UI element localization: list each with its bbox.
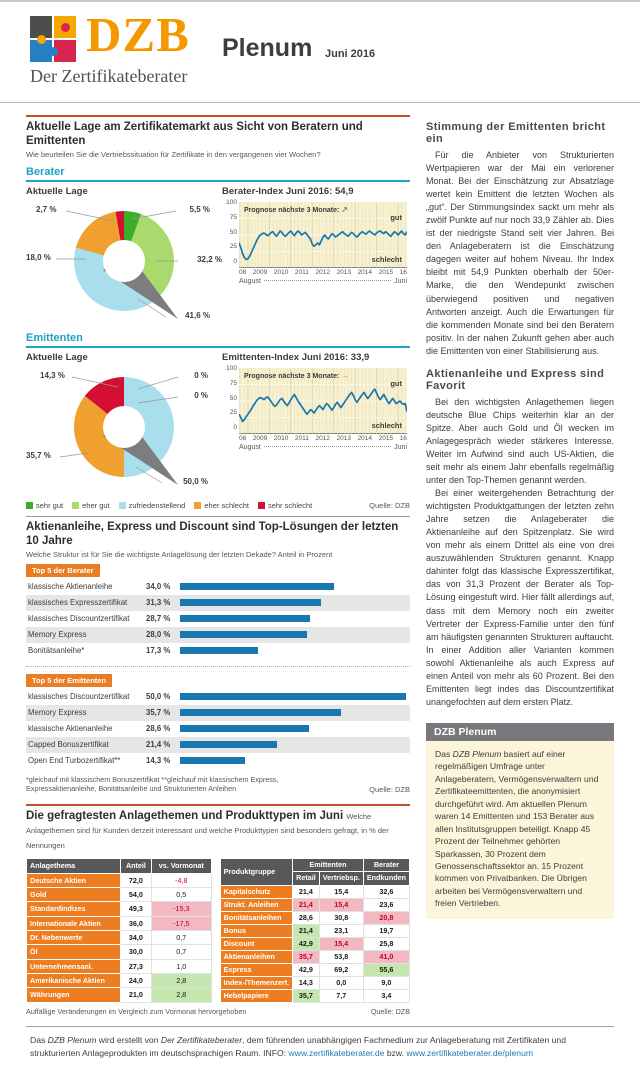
logo-subtitle: Der Zertifikateberater: [30, 66, 188, 86]
legend-item: [258, 501, 312, 510]
bar-fill: [180, 599, 321, 606]
row-label: Hebelpapiere: [220, 989, 293, 1002]
table-cell: 24,0: [120, 973, 151, 987]
x-tick: 2014: [357, 268, 373, 276]
left-column: [26, 111, 410, 1016]
badge-top5-berater: Top 5 der Berater: [26, 564, 100, 577]
table-cell: 7,7: [319, 989, 363, 1002]
table-row: [27, 902, 212, 916]
table-cell: 30,8: [319, 911, 363, 924]
bar-label: Bonitätsanleihe*: [28, 646, 85, 655]
index-title: Emittenten-Index Juni 2016: 33,9: [222, 351, 370, 363]
table-cell: 28,6: [293, 911, 320, 924]
article-favorit: [426, 368, 614, 709]
bar-label: Memory Express: [28, 630, 87, 639]
section-title: Aktienanleihe, Express und Discount sind Top-Lösungen der letzten 10 Jahre: [26, 520, 399, 548]
header: [0, 2, 640, 102]
x-tick: 2011: [294, 434, 309, 442]
prognosis-label: Prognose nächste 3 Monate: ↗: [244, 204, 348, 214]
bar-value: 21,4 %: [146, 740, 171, 749]
article-title: Aktienanleihe und Express sind Favorit: [426, 367, 605, 392]
survey-legend: [26, 501, 410, 510]
axis-label-gut: gut: [390, 212, 402, 222]
row-label: Amerikanische Aktien: [27, 973, 121, 987]
bar-fill: [180, 709, 341, 716]
table-footnote-row: [26, 1007, 410, 1016]
axis-label-schlecht: schlecht: [371, 254, 402, 264]
table-cell: -4,8: [151, 873, 211, 887]
section-subtitle: Welche Anlagethemen sind für Kunden derzeit interessant und welche Produkttypen sind besonders gefragt, in % der Nennungen: [26, 811, 389, 850]
row-label: Deutsche Aktien: [27, 873, 121, 887]
row-label: Standardindizes: [27, 902, 121, 916]
x-tick: 16: [399, 268, 407, 276]
berater-index-chart: [222, 186, 410, 325]
x-tick: 2010: [273, 268, 289, 276]
legend-label: sehr schlecht: [267, 500, 313, 510]
table-cell: 42,9: [293, 963, 320, 976]
x-tick: 2011: [294, 268, 309, 276]
table-cell: 53,8: [319, 950, 363, 963]
y-tick: 0: [233, 424, 237, 432]
page-title: Plenum: [222, 34, 313, 62]
logo-wordmark: DZB: [86, 7, 190, 62]
right-column: [426, 111, 614, 1016]
article-stimmung: [426, 121, 614, 358]
bar-row: [26, 689, 410, 705]
y-tick: 75: [229, 379, 237, 387]
legend-item: [26, 501, 63, 510]
row-label: Index-/Themenzert.: [220, 976, 293, 989]
table-cell: 21,4: [293, 898, 320, 911]
column-header: Produktgruppe: [220, 859, 293, 886]
table-row: [27, 873, 212, 887]
table-cell: 14,3: [293, 976, 320, 989]
pie-label: 41,6 %: [185, 310, 210, 320]
column-header: vs. Vormonat: [151, 859, 211, 874]
bar-track: [180, 741, 406, 748]
table-cell: 21,4: [293, 924, 320, 937]
table-cell: 1,0: [151, 959, 211, 973]
table-row: [220, 950, 409, 963]
index-plot: [239, 368, 407, 434]
section-demand: [26, 804, 410, 1016]
source-label: Quelle: DZB: [370, 1006, 410, 1016]
bar-label: Open End Turbozertifikat**: [28, 756, 121, 765]
bar-row: [26, 753, 410, 769]
legend-swatch-icon: [72, 502, 79, 509]
x-tick: 2014: [357, 434, 373, 442]
legend-item: [72, 501, 110, 510]
bar-row: [26, 595, 410, 611]
bar-label: klassisches Expresszertifikat: [28, 598, 128, 607]
top5-emittenten-bars: [26, 689, 410, 769]
badge-top5-emittenten: Top 5 der Emittenten: [26, 674, 112, 687]
y-axis-labels: [222, 198, 239, 268]
axis-label-schlecht: schlecht: [371, 420, 402, 430]
y-tick: 75: [229, 213, 237, 221]
x-tick: 2009: [252, 434, 268, 442]
table-row: [27, 945, 212, 959]
pie-label: 32,2 %: [197, 254, 222, 264]
link-plenum[interactable]: www.zertifikateberater.de/plenum: [406, 1047, 534, 1058]
table-cell: 32,6: [363, 885, 409, 898]
emittenten-heading: Emittenten: [26, 332, 410, 348]
table-cell: 0,7: [151, 945, 211, 959]
section-title: Aktuelle Lage am Zertifikatemarkt aus Sicht von Beratern und Emittenten: [26, 121, 363, 148]
table-cell: 35,7: [293, 950, 320, 963]
top5-berater-bars: [26, 579, 410, 659]
table-cell: 72,0: [120, 873, 151, 887]
bar-value: 28,0 %: [146, 630, 171, 639]
table-row: [220, 885, 409, 898]
table-row: [27, 888, 212, 902]
bar-value: 35,7 %: [146, 708, 171, 717]
bar-value: 28,6 %: [146, 724, 171, 733]
axis-label-gut: gut: [390, 378, 402, 388]
section-subtitle: Wie beurteilen Sie die Vertriebssituation für Zertifikate in den vergangenen vier Wochen?: [26, 149, 321, 159]
table-cell: 21,4: [293, 885, 320, 898]
row-label: Express: [220, 963, 293, 976]
table-cell: 2,8: [151, 988, 211, 1002]
table-cell: 49,3: [120, 902, 151, 916]
pie-label: 2,7 %: [36, 204, 57, 214]
table-row: [27, 988, 212, 1002]
plenum-info-box: [426, 723, 614, 919]
table-row: [27, 959, 212, 973]
table-row: [220, 924, 409, 937]
column-header: Vertriebsp.: [319, 872, 363, 885]
column-header: Anteil: [120, 859, 151, 874]
row-label: Strukt. Anleihen: [220, 898, 293, 911]
table-row: [220, 898, 409, 911]
legend-swatch-icon: [258, 502, 265, 509]
bar-row: [26, 611, 410, 627]
column-header: Anlagethema: [27, 859, 121, 874]
pie-label: 50,0 %: [183, 476, 208, 486]
row-label: Bonus: [220, 924, 293, 937]
bar-track: [180, 631, 406, 638]
group-header: Berater: [363, 859, 409, 872]
column-header: Retail: [293, 872, 320, 885]
plenum-box-body: Das DZB Plenum basiert auf einer regelmäßigen Umfrage unter Anlageberatern, Vermögensverwaltern und Zertifikateemittenten, die anonymisiert durchgeführt wird. Am aktuellen Plenum waren 14 Emittenten und 153 Berater aus allen Institutsgruppen beteiligt. Knapp 45 Prozent der Teilnehmer gehörten Sparkassen, 30 Prozent dem Genossenschaftssektor an. 15 Prozent kommen von Privatbanken. Die Übrigen arbeiten bei Vermögensverwaltern und freien Vertrieben.: [426, 741, 614, 919]
legend-item: [119, 501, 186, 510]
bar-row: [26, 643, 410, 659]
plenum-box-title: DZB Plenum: [426, 723, 614, 741]
footnote: *gleichauf mit klassischem Bonuszertifikat **gleichauf mit klassischem Express, Expressaktienanleihe, Bonitätsanleihe und Strukturierten Anleihen: [26, 774, 279, 794]
section-survey: [26, 115, 410, 510]
emittenten-index-chart: [222, 352, 410, 491]
table-cell: 69,2: [319, 963, 363, 976]
table-cell: 30,0: [120, 945, 151, 959]
bar-fill: [180, 693, 406, 700]
table-row: [27, 930, 212, 944]
row-label: Internationale Aktien: [27, 916, 121, 930]
legend-swatch-icon: [119, 502, 126, 509]
bar-value: 17,3 %: [146, 646, 171, 655]
table-cell: 23,1: [319, 924, 363, 937]
prognosis-arrow-icon: ↗: [341, 204, 348, 214]
table-cell: 15,4: [319, 885, 363, 898]
legend-swatch-icon: [194, 502, 201, 509]
bar-fill: [180, 615, 310, 622]
legend-label: eher gut: [82, 500, 110, 510]
table-cell: 0,5: [151, 888, 211, 902]
bar-row: [26, 737, 410, 753]
x-range-row: August Juni: [239, 443, 407, 451]
bar-label: klassische Aktienanleihe: [28, 582, 113, 591]
footnote: Auffällige Veränderungen im Vergleich zum Vormonat hervorgehoben: [26, 1006, 247, 1016]
x-tick: 16: [399, 434, 407, 442]
anlagethemen-table: [26, 858, 212, 1003]
produkttypen-table: [220, 858, 410, 1003]
table-cell: 9,0: [363, 976, 409, 989]
section-rule: [26, 516, 410, 517]
y-tick: 0: [233, 258, 237, 266]
bar-label: Capped Bonuszertifikat: [28, 740, 109, 749]
bar-value: 14,3 %: [146, 756, 171, 765]
table-cell: 42,9: [293, 937, 320, 950]
bar-label: Memory Express: [28, 708, 87, 717]
pie-title: Aktuelle Lage: [26, 351, 88, 363]
x-tick: 2013: [336, 268, 351, 276]
x-tick: 2010: [273, 434, 289, 442]
bar-track: [180, 757, 406, 764]
bar-row: [26, 705, 410, 721]
pie-label: 35,7 %: [26, 450, 51, 460]
row-label: Dt. Nebenwerte: [27, 930, 121, 944]
prognosis-label: Prognose nächste 3 Monate: →: [244, 370, 350, 380]
y-axis-labels: [222, 364, 239, 434]
bar-track: [180, 647, 406, 654]
article-body: Für die Anbieter von Strukturierten Wertpapieren war der Mai ein verlorener Monat. Bei der Einschätzung zur Absatzlage wertet kein Emittent die letzten Wochen als „gut“. Der Stimmungsindex sackt um mehr als zwölf Punkte auf nur noch 33,9 Zähler ab. Dies ist der niedrigste Stand seit vier Jahren. Bei den Anlageberatern ist die Einschätzung dagegen weiter auf hohem Niveau. Ihr Index bleibt mit 54,9 Punkten oberhalb der 50er-Marke, die den Wendepunkt zwischen überwiegend positiven und negativen Antworten anzeigt. Auch die Erwartungen für die kommenden Monate sind bei den Beratern positiv. In der nahen Zukunft gehen aber auch die Emittenten von einer Stabilisierung aus.: [426, 150, 614, 356]
issue-date: Juni 2016: [325, 48, 376, 60]
table-row: [220, 963, 409, 976]
bar-value: 50,0 %: [146, 692, 171, 701]
dzb-puzzle-logo-icon: [30, 16, 76, 62]
table-cell: 15,4: [319, 898, 363, 911]
prognosis-arrow-icon: →: [341, 370, 350, 380]
table-cell: 19,7: [363, 924, 409, 937]
source-label: Quelle: DZB: [369, 500, 410, 510]
pie-label: 14,3 %: [40, 370, 65, 380]
article-title: Stimmung der Emittenten bricht ein: [426, 121, 606, 145]
bar-label: klassisches Discountzertifikat: [28, 614, 130, 623]
row-label: Bonitätsanleihen: [220, 911, 293, 924]
row-label: Discount: [220, 937, 293, 950]
legend-label: sehr gut: [36, 500, 64, 510]
row-label: Aktienanleihen: [220, 950, 293, 963]
x-tick: 2013: [336, 434, 351, 442]
x-axis-labels: [239, 435, 407, 442]
y-tick: 50: [229, 394, 237, 402]
bar-fill: [180, 647, 258, 654]
divider: [26, 666, 410, 667]
article-paragraph: Bei einer weitergehenden Betrachtung der wichtigsten Produktgattungen der letzten zehn Jahre setzen die Anlageberater die Aktienanleihe auf den Spitzenplatz. Sie wird von mehr als einem Drittel als eine von drei auszuwählenden Strukturen genannt. Knapp dahinter folgt das klassische Expresszertifikat, das von 31,3 Prozent der Berater als Top-Lösung eingestuft wird. Hier fällt allerdings auf, dass mit dem Memory noch ein zweiter Vertreter der Express-Familie unter den fünf am häufigsten genannten Strukturen auftaucht. In einer Addition aller Varianten kommen sowohl Aktienanleihe als auch Express auf einen Anteil von mehr als 60 Prozent. Bei den Emittenten liegt indes das Discountzertifikat unangefochten auf dem ersten Platz.: [426, 488, 614, 707]
section-rule: [26, 115, 410, 117]
index-title: Berater-Index Juni 2016: 54,9: [222, 185, 354, 197]
table-cell: 41,0: [363, 950, 409, 963]
berater-donut-chart: [26, 197, 222, 325]
y-tick: 50: [229, 228, 237, 236]
bar-row: [26, 579, 410, 595]
bar-value: 31,3 %: [146, 598, 171, 607]
bar-fill: [180, 725, 309, 732]
bar-fill: [180, 583, 334, 590]
x-tick: 08: [239, 268, 247, 276]
table-row: [220, 937, 409, 950]
section-rule: [26, 804, 410, 806]
table-row: [220, 976, 409, 989]
table-cell: 0,7: [151, 930, 211, 944]
x-range-row: August Juni: [239, 277, 407, 285]
index-plot: [239, 202, 407, 268]
table-cell: 2,8: [151, 973, 211, 987]
table-cell: 55,6: [363, 963, 409, 976]
legend-item: [194, 501, 249, 510]
x-tick: 08: [239, 434, 247, 442]
y-tick: 100: [226, 198, 237, 206]
y-tick: 25: [229, 243, 237, 251]
bar-track: [180, 583, 406, 590]
table-cell: 21,0: [120, 988, 151, 1002]
bar-track: [180, 599, 406, 606]
bar-track: [180, 725, 406, 732]
article-paragraph: Bei den wichtigsten Anlagethemen liegen deutsche Blue Chips weiterhin klar an der Spitze. Aber auch Gold und Öl wecken im Anlagegespräch wieder stärkeres Interesse. Weiter im Aufwind sind auch US-Aktien, die seit mehr als einem Jahr ebenfalls regelmäßig unter den Top-Themen genannt werden.: [426, 396, 614, 486]
table-cell: 54,0: [120, 888, 151, 902]
pie-label: 0 %: [194, 390, 208, 400]
bar-label: klassisches Discountzertifikat: [28, 692, 130, 701]
table-row: [220, 911, 409, 924]
row-label: Gold: [27, 888, 121, 902]
row-label: Währungen: [27, 988, 121, 1002]
bar-row: [26, 721, 410, 737]
x-tick: 2012: [315, 268, 330, 276]
section-title: Die gefragtesten Anlagethemen und Produkttypen im Juni Welche Anlagethemen sind für Kunden derzeit interessant und welche Produkttypen sind besonders gefragt, in % der Nennungen: [26, 809, 389, 850]
table-cell: 25,8: [363, 937, 409, 950]
table-row: [27, 916, 212, 930]
bar-fill: [180, 741, 277, 748]
bar-track: [180, 693, 406, 700]
page-footer: Das DZB Plenum wird erstellt von Der Zertifikateberater, dem führenden unabhängigen Fachmedium zur Anlageberatung mit Zertifikaten und strukturierten Anlageprodukten im deutschsprachigen Raum. INFO: www.zertifikateberater.de bzw. www.zertifikateberater.de/plenum: [26, 1026, 614, 1070]
pie-label: 18,0 %: [26, 252, 51, 262]
column-header: Endkunden: [363, 872, 409, 885]
legend-swatch-icon: [26, 502, 33, 509]
table-row: [220, 989, 409, 1002]
table-cell: 15,4: [319, 937, 363, 950]
row-label: Öl: [27, 945, 121, 959]
table-cell: 20,8: [363, 911, 409, 924]
table-cell: 34,0: [120, 930, 151, 944]
section-top5: [26, 516, 410, 794]
x-tick: 2009: [252, 268, 268, 276]
table-cell: 0,0: [319, 976, 363, 989]
table-cell: 3,4: [363, 989, 409, 1002]
source-label: Quelle: DZB: [369, 784, 410, 794]
table-cell: -15,3: [151, 902, 211, 916]
bar-value: 34,0 %: [146, 582, 171, 591]
emittenten-donut-chart: [26, 363, 222, 491]
bar-value: 28,7 %: [146, 614, 171, 623]
pie-label: 0 %: [194, 370, 208, 380]
link-zertifikateberater[interactable]: www.zertifikateberater.de: [288, 1047, 385, 1058]
group-header: Emittenten: [293, 859, 364, 872]
x-tick: 2012: [315, 434, 330, 442]
row-label: Kapitalschutz: [220, 885, 293, 898]
pie-title: Aktuelle Lage: [26, 185, 88, 197]
table-cell: 23,6: [363, 898, 409, 911]
x-tick: 2015: [378, 268, 394, 276]
table-cell: 35,7: [293, 989, 320, 1002]
y-tick: 25: [229, 409, 237, 417]
legend-label: eher schlecht: [204, 500, 249, 510]
bar-track: [180, 709, 406, 716]
table-cell: 36,0: [120, 916, 151, 930]
bar-fill: [180, 757, 245, 764]
bar-fill: [180, 631, 307, 638]
table-row: [27, 973, 212, 987]
table-cell: 27,3: [120, 959, 151, 973]
bar-label: klassische Aktienanleihe: [28, 724, 113, 733]
table-cell: -17,5: [151, 916, 211, 930]
pie-label: 5,5 %: [189, 204, 210, 214]
x-tick: 2015: [378, 434, 394, 442]
row-label: Unternehmensanl.: [27, 959, 121, 973]
section-subtitle: Welche Struktur ist für Sie die wichtigste Anlagelösung der letzten Dekade? Anteil in Prozent: [26, 549, 333, 559]
bar-row: [26, 627, 410, 643]
bar-track: [180, 615, 406, 622]
x-axis-labels: [239, 269, 407, 276]
legend-label: zufriedenstellend: [128, 500, 186, 510]
y-tick: 100: [226, 364, 237, 372]
berater-heading: Berater: [26, 166, 410, 182]
